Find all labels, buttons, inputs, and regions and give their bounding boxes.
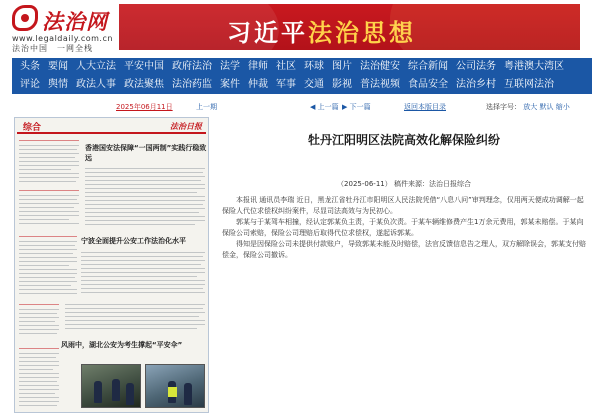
nav-item[interactable]: 交通 [304, 79, 324, 90]
paper-text-line [19, 273, 77, 274]
paper-text-line [85, 196, 205, 197]
nav-item[interactable]: 法治药监 [172, 79, 212, 90]
nav-item[interactable]: 头条 [20, 61, 40, 72]
nav-row-2 [12, 76, 592, 94]
banner-title-prefix: 习近平 [227, 18, 308, 47]
paper-text-line [81, 256, 203, 257]
paper-text-line [85, 176, 205, 177]
logo-text: 法治网 [42, 9, 108, 34]
nav-item[interactable]: 评论 [20, 79, 40, 90]
paper-photo-right [145, 364, 205, 408]
paper-text-line [81, 260, 205, 261]
paper-text-line [19, 325, 59, 326]
paper-text-line [19, 261, 77, 262]
paper-text-line [19, 253, 73, 254]
font-size-control [486, 102, 570, 112]
nav-item[interactable]: 粤港澳大湾区 [504, 61, 564, 72]
font-small-button[interactable]: 缩小 [555, 103, 570, 111]
paper-text-line [19, 207, 74, 208]
paper-text-line [81, 252, 205, 253]
nav-row-1 [12, 58, 592, 76]
nav-item[interactable]: 军事 [276, 79, 296, 90]
paper-text-line [85, 216, 205, 217]
figure-icon [184, 383, 192, 405]
nav-item[interactable]: 要闻 [48, 61, 68, 72]
paper-text-line [65, 328, 197, 329]
figure-icon [112, 379, 120, 401]
figure-icon [126, 383, 134, 405]
paper-text-line [19, 153, 79, 154]
paper-text-line [85, 204, 203, 205]
paper-text-line [19, 211, 79, 212]
nav-item[interactable]: 平安中国 [124, 61, 164, 72]
next-article-link[interactable]: ▶ 下一篇 [342, 103, 371, 111]
paper-text-line [19, 357, 56, 358]
paper-text-line [81, 284, 205, 285]
nav-item[interactable]: 普法视频 [360, 79, 400, 90]
paper-text-line [19, 169, 71, 170]
paper-text-line [19, 313, 57, 314]
paper-text-line [19, 269, 77, 270]
paper-text-line [85, 220, 205, 221]
banner-title-accent: 法治思想 [308, 18, 416, 47]
paper-text-line [19, 329, 59, 330]
paper-text-line [19, 149, 77, 150]
paper-headline-3[interactable]: 风雨中，湖北公安为考生撑起“平安伞” [61, 341, 183, 349]
paper-text-line [19, 397, 59, 398]
paper-headline-2[interactable]: 宁波全面提升公安工作法治化水平 [81, 237, 186, 245]
paper-text-line [19, 361, 59, 362]
site-header [0, 0, 600, 55]
font-size-label: 选择字号： [486, 103, 521, 111]
nav-item[interactable]: 政法人事 [76, 79, 116, 90]
article-paragraph: 郭某与于某驾车相撞，经认定郭某负主责，于某负次责。于某车辆维修费产生1万余元费用，郭某未赔偿。于某向保险公司索赔，保险公司理赔后取得代位求偿权，遂起诉郭某。 [222, 218, 584, 237]
paper-text-line [19, 245, 75, 246]
paper-text-line [65, 304, 205, 305]
nav-item[interactable]: 人大立法 [76, 61, 116, 72]
nav-item[interactable]: 社区 [276, 61, 296, 72]
paper-text-line [19, 223, 79, 224]
font-large-button[interactable]: 放大 [523, 103, 538, 111]
paper-text-line [85, 208, 205, 209]
paper-text-line [19, 385, 59, 386]
paper-text-line [85, 168, 205, 169]
nav-item[interactable]: 仲裁 [248, 79, 268, 90]
paper-text-line [65, 308, 203, 309]
paper-text-line [19, 257, 77, 258]
paper-text-line [65, 316, 199, 317]
paper-text-line [65, 324, 205, 325]
paper-masthead: 法治日报 [170, 121, 202, 131]
paper-text-line [81, 268, 205, 269]
nav-item[interactable]: 图片 [332, 61, 352, 72]
logo-mark-icon [12, 5, 38, 31]
previous-issue-link[interactable]: 上一期 [196, 103, 217, 111]
paper-text-line [19, 377, 59, 378]
nav-item[interactable]: 政法聚焦 [124, 79, 164, 90]
article-title: 牡丹江阳明区法院高效化解保险纠纷 [307, 133, 500, 147]
paper-text-line [85, 192, 197, 193]
paper-text-line [19, 281, 77, 282]
figure-icon [94, 381, 102, 403]
nav-item[interactable]: 法学 [220, 61, 240, 72]
paper-text-line [19, 177, 79, 178]
back-to-index-link[interactable]: 返回本版目录 [404, 103, 446, 111]
paper-text-line [85, 188, 205, 189]
nav-item[interactable]: 环球 [304, 61, 324, 72]
newspaper-page-thumbnail[interactable] [14, 117, 209, 413]
logo-url: www.legaldaily.com.cn [12, 34, 113, 43]
paper-text-line [19, 405, 57, 406]
paper-text-line [19, 293, 77, 294]
paper-text-line [19, 365, 59, 366]
nav-item[interactable]: 综合新闻 [408, 61, 448, 72]
paper-text-line [19, 241, 77, 242]
paper-text-line [19, 145, 79, 146]
article-paragraph: 本报讯 通讯员李瑞 近日，黑龙江省牡丹江市阳明区人民法院凭借“八息八问”审判理念，仅用两天便成功调解一起保险人代位求偿权纠纷案件，尽显司法高效与为民初心。 [222, 196, 584, 215]
paper-text-line [19, 190, 79, 191]
paper-text-line [19, 304, 59, 305]
nav-item[interactable]: 法治乡村 [456, 79, 496, 90]
paper-text-line [19, 140, 79, 141]
paper-text-line [19, 317, 59, 318]
nav-item[interactable]: 律师 [248, 61, 268, 72]
article-paragraph: 得知是因保险公司未提供付款账户，导致郭某未能及时赔偿，法官反馈信息告之理人，双方解除误会，郭某支付赔偿金，保险公司撤诉。 [222, 240, 586, 259]
nav-item[interactable]: 政府法治 [172, 61, 212, 72]
paper-text-line [19, 195, 79, 196]
paper-text-line [81, 272, 205, 273]
edition-toolbar [12, 100, 592, 113]
edition-date[interactable]: 2025年06月11日 [116, 103, 173, 111]
previous-article-link[interactable]: ◀ 上一篇 [310, 103, 339, 111]
paper-text-line [19, 353, 59, 354]
paper-text-line [19, 348, 59, 349]
paper-section-name: 综合 [23, 123, 42, 133]
header-banner[interactable] [119, 4, 580, 50]
paper-text-line [81, 288, 203, 289]
paper-text-line [19, 373, 59, 374]
paper-text-line [85, 172, 203, 173]
paper-text-line [19, 215, 79, 216]
paper-text-line [85, 224, 195, 225]
logo-slogan: 法治中国 一网全栈 [12, 44, 93, 53]
paper-text-line [19, 199, 77, 200]
paper-text-line [19, 249, 77, 250]
paper-text-line [19, 289, 77, 290]
paper-headline-1[interactable]: 香港国安法保障“一国两制”实践行稳致远 [85, 144, 207, 162]
paper-text-line [19, 389, 59, 390]
paper-text-line [19, 203, 79, 204]
paper-text-line [81, 280, 205, 281]
paper-text-line [65, 320, 205, 321]
paper-text-line [19, 401, 59, 402]
safety-vest-icon [168, 387, 177, 397]
nav-item[interactable]: 公司法务 [456, 61, 496, 72]
site-logo[interactable] [12, 5, 108, 35]
paper-text-line [19, 381, 57, 382]
paper-text-line [19, 309, 59, 310]
article-panel [216, 117, 592, 413]
paper-text-line [19, 181, 76, 182]
paper-text-line [85, 184, 205, 185]
paper-text-line [19, 165, 79, 166]
paper-text-line [19, 236, 77, 237]
nav-item[interactable]: 法治健安 [360, 61, 400, 72]
nav-item[interactable]: 案件 [220, 79, 240, 90]
paper-text-line [19, 277, 75, 278]
nav-item[interactable]: 食品安全 [408, 79, 448, 90]
paper-text-line [19, 219, 69, 220]
article-body [222, 195, 588, 261]
paper-text-line [19, 173, 79, 174]
article-meta: （2025-06-11） 稿件来源：法治日报综合 [337, 180, 471, 188]
paper-text-line [19, 157, 75, 158]
font-default-button[interactable]: 默认 [539, 103, 554, 111]
paper-text-line [19, 393, 55, 394]
main-nav [12, 58, 592, 94]
banner-title [227, 13, 416, 48]
nav-item[interactable]: 影视 [332, 79, 352, 90]
paper-text-line [19, 265, 69, 266]
paper-text-line [85, 212, 199, 213]
paper-text-line [19, 285, 71, 286]
paper-text-line [85, 180, 201, 181]
paper-text-line [19, 333, 57, 334]
paper-text-line [19, 161, 79, 162]
paper-text-line [19, 369, 53, 370]
paper-photo-left [81, 364, 141, 408]
paper-text-line [81, 264, 201, 265]
paper-header [17, 120, 206, 134]
nav-item[interactable]: 舆情 [48, 79, 68, 90]
nav-item[interactable]: 互联网法治 [504, 79, 554, 90]
paper-text-line [81, 276, 197, 277]
paper-text-line [81, 292, 205, 293]
paper-text-line [65, 312, 205, 313]
paper-text-line [19, 321, 55, 322]
paper-text-line [85, 200, 205, 201]
